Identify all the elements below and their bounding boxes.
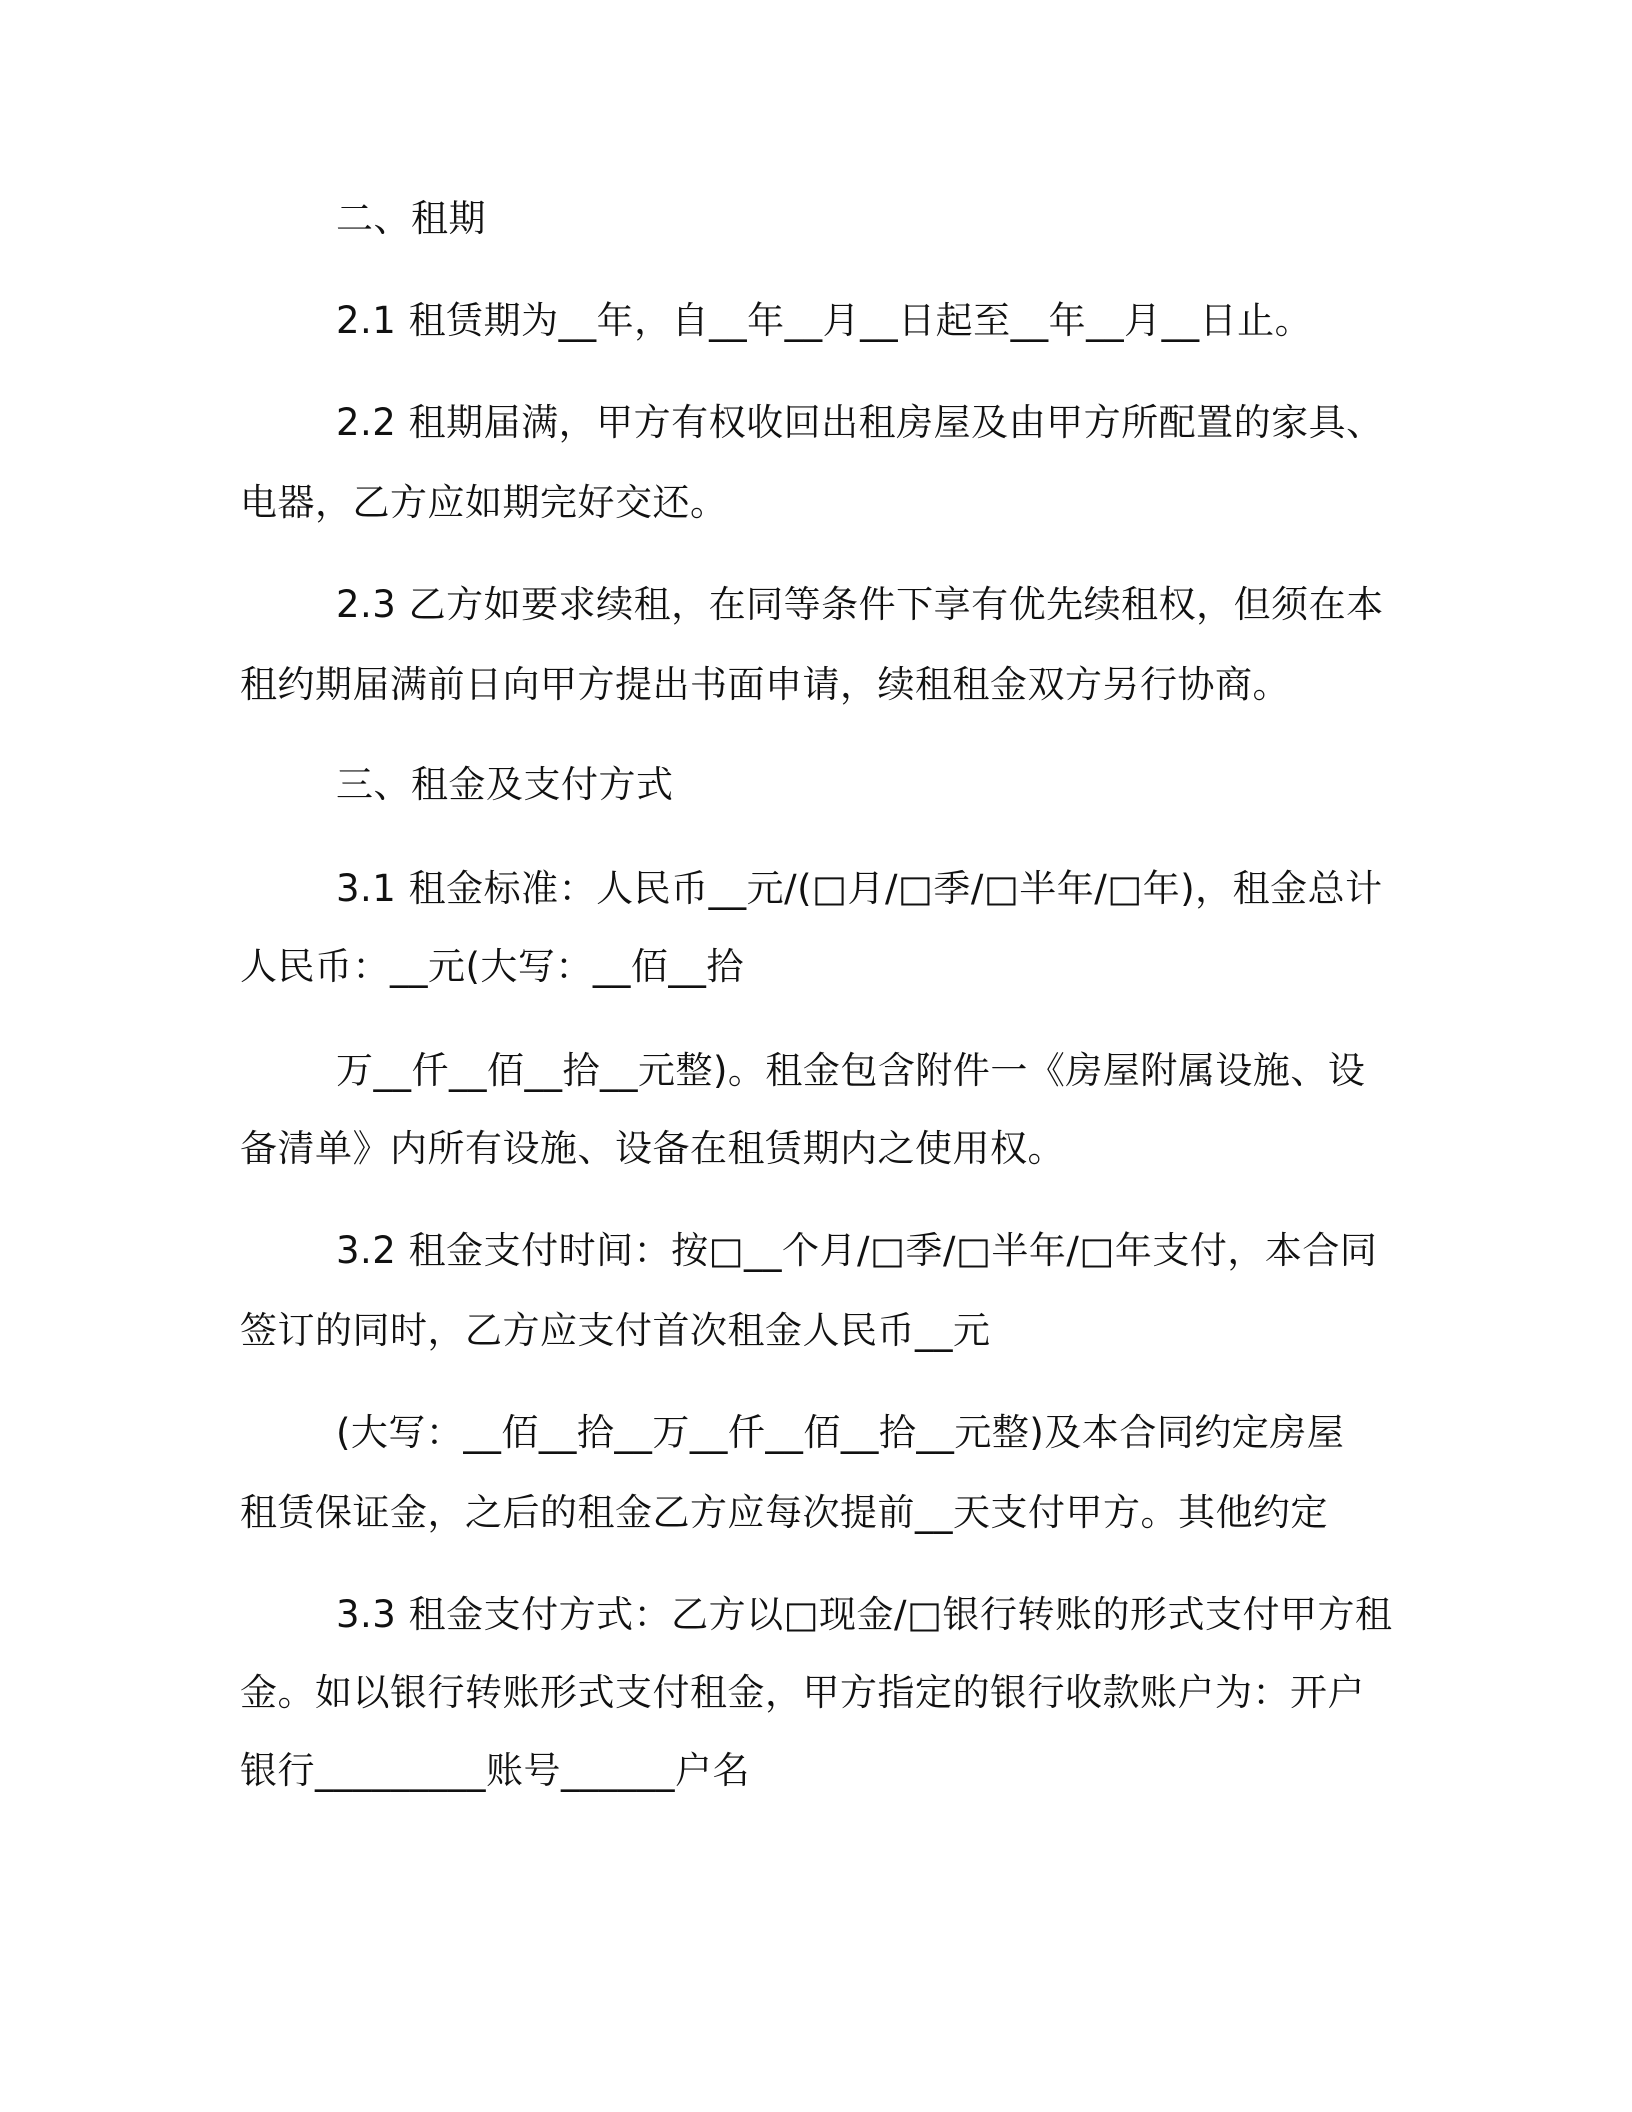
clause-3-1-line-4: 备清单》内所有设施、设备在租赁期内之使用权。 [240,1127,1065,1170]
clause-3-1-line-2: 人民币：__元(大写：__佰__拾 [240,945,744,988]
clause-3-2-line-4: 租赁保证金，之后的租金乙方应每次提前__天支付甲方。其他约定 [240,1491,1328,1534]
section-heading-rent-payment: 三、租金及支付方式 [336,763,674,806]
section-heading-lease-term: 二、租期 [336,197,486,240]
clause-3-3-line-2: 金。如以银行转账形式支付租金，甲方指定的银行收款账户为：开户 [240,1671,1365,1714]
clause-3-2-line-3: (大写：__佰__拾__万__仟__佰__拾__元整)及本合同约定房屋 [336,1411,1345,1454]
clause-2-2-line-2: 电器，乙方应如期完好交还。 [240,481,728,524]
clause-2-3-line-2: 租约期届满前日向甲方提出书面申请，续租租金双方另行协商。 [240,663,1290,706]
clause-3-2-line-1: 3.2 租金支付时间：按□__个月/□季/□半年/□年支付，本合同 [336,1229,1378,1272]
clause-3-3-line-3: 银行_________账号______户名 [240,1749,750,1792]
clause-3-3-line-1: 3.3 租金支付方式：乙方以□现金/□银行转账的形式支付甲方租 [336,1593,1393,1636]
clause-3-1-line-3: 万__仟__佰__拾__元整)。租金包含附件一《房屋附属设施、设 [336,1049,1366,1092]
clause-2-3-line-1: 2.3 乙方如要求续租，在同等条件下享有优先续租权，但须在本 [336,583,1384,626]
clause-2-2-line-1: 2.2 租期届满，甲方有权收回出租房屋及由甲方所配置的家具、 [336,401,1384,444]
clause-3-1-line-1: 3.1 租金标准：人民币__元/(□月/□季/□半年/□年)，租金总计 [336,867,1383,910]
clause-2-1: 2.1 租赁期为__年，自__年__月__日起至__年__月__日止。 [336,299,1313,342]
clause-3-2-line-2: 签订的同时，乙方应支付首次租金人民币__元 [240,1309,991,1352]
